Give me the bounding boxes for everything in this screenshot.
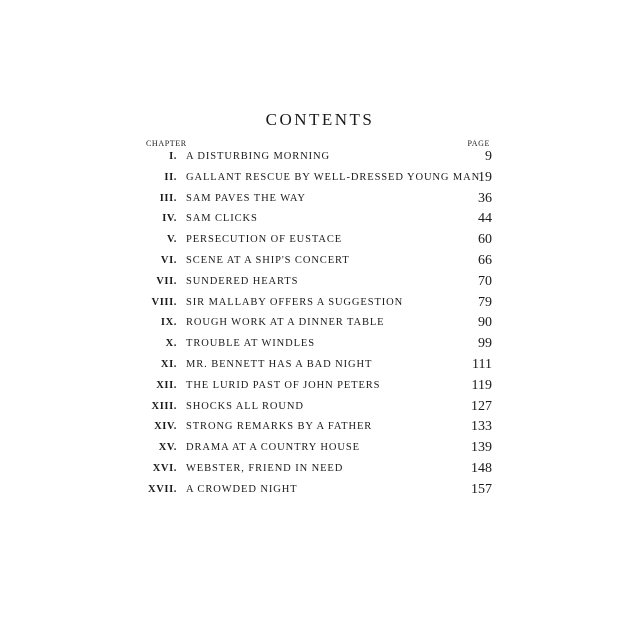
chapter-page: 90 xyxy=(478,315,492,331)
chapter-row xyxy=(0,356,640,377)
chapter-title: A CROWDED NIGHT xyxy=(186,483,298,495)
chapter-number: XV. xyxy=(158,442,177,454)
chapter-number: XVII. xyxy=(148,483,177,495)
chapter-page: 133 xyxy=(471,419,492,435)
chapter-row xyxy=(0,210,640,231)
chapter-page: 19 xyxy=(478,169,492,185)
chapter-title: SAM PAVES THE WAY xyxy=(186,192,306,204)
chapter-title: THE LURID PAST OF JOHN PETERS xyxy=(186,379,381,391)
chapter-number: I. xyxy=(169,151,177,162)
chapter-row xyxy=(0,439,640,460)
chapter-title: WEBSTER, FRIEND IN NEED xyxy=(186,462,344,474)
chapter-row xyxy=(0,418,640,439)
chapter-row xyxy=(0,169,640,190)
chapter-row xyxy=(0,398,640,419)
chapter-number: XIV. xyxy=(154,421,177,433)
chapter-title: STRONG REMARKS BY A FATHER xyxy=(186,421,373,433)
chapter-row xyxy=(0,294,640,315)
chapter-title: A DISTURBING MORNING xyxy=(186,151,331,162)
chapter-row xyxy=(0,252,640,273)
chapter-page: 111 xyxy=(472,356,492,372)
chapter-page: 70 xyxy=(478,273,492,289)
chapter-title: SHOCKS ALL ROUND xyxy=(186,400,304,412)
chapter-title: SUNDERED HEARTS xyxy=(186,275,299,287)
chapter-number: XVI. xyxy=(152,462,177,474)
chapter-number: II. xyxy=(164,171,177,183)
chapter-page: 139 xyxy=(471,440,492,456)
chapter-page: 36 xyxy=(478,190,492,206)
chapter-row xyxy=(0,314,640,335)
chapter-page: 9 xyxy=(485,149,492,164)
chapter-number: IX. xyxy=(160,317,177,329)
chapter-number: X. xyxy=(165,338,177,350)
chapter-row xyxy=(0,460,640,481)
page-column-header: PAGE xyxy=(467,139,490,148)
chapter-page: 44 xyxy=(478,211,492,227)
chapter-row xyxy=(0,273,640,294)
chapter-column-header: CHAPTER xyxy=(146,139,187,148)
chapter-page: 79 xyxy=(478,294,492,310)
chapter-number: XII. xyxy=(156,379,177,391)
chapter-page: 148 xyxy=(471,460,492,476)
chapter-title: SIR MALLABY OFFERS A SUGGESTION xyxy=(186,296,404,308)
chapter-title: PERSECUTION OF EUSTACE xyxy=(186,234,343,246)
chapter-title: GALLANT RESCUE BY WELL-DRESSED YOUNG MAN xyxy=(186,171,481,183)
chapter-page: 119 xyxy=(471,377,492,393)
chapter-title: TROUBLE AT WINDLES xyxy=(186,338,315,350)
chapter-page: 66 xyxy=(478,252,492,268)
chapter-row xyxy=(0,377,640,398)
chapter-row xyxy=(0,335,640,356)
chapter-list xyxy=(0,148,640,502)
page-title: CONTENTS xyxy=(265,110,375,129)
chapter-title: SAM CLICKS xyxy=(186,213,258,225)
chapter-row xyxy=(0,190,640,211)
chapter-title: SCENE AT A SHIP'S CONCERT xyxy=(186,254,350,266)
chapter-row xyxy=(0,231,640,252)
chapter-number: XIII. xyxy=(151,400,177,412)
chapter-page: 99 xyxy=(478,336,492,352)
chapter-page: 60 xyxy=(478,232,492,248)
chapter-title: MR. BENNETT HAS A BAD NIGHT xyxy=(186,358,373,370)
chapter-number: V. xyxy=(166,234,177,246)
chapter-number: III. xyxy=(159,192,177,204)
chapter-number: VIII. xyxy=(151,296,177,308)
chapter-title: ROUGH WORK AT A DINNER TABLE xyxy=(186,317,385,329)
chapter-row xyxy=(0,148,640,169)
chapter-number: XI. xyxy=(160,358,177,370)
chapter-page: 157 xyxy=(471,481,492,497)
chapter-number: VI. xyxy=(160,254,177,266)
chapter-number: VII. xyxy=(156,275,177,287)
chapter-row xyxy=(0,481,640,502)
chapter-title: DRAMA AT A COUNTRY HOUSE xyxy=(186,442,360,454)
chapter-number: IV. xyxy=(162,213,177,225)
chapter-page: 127 xyxy=(471,398,492,414)
